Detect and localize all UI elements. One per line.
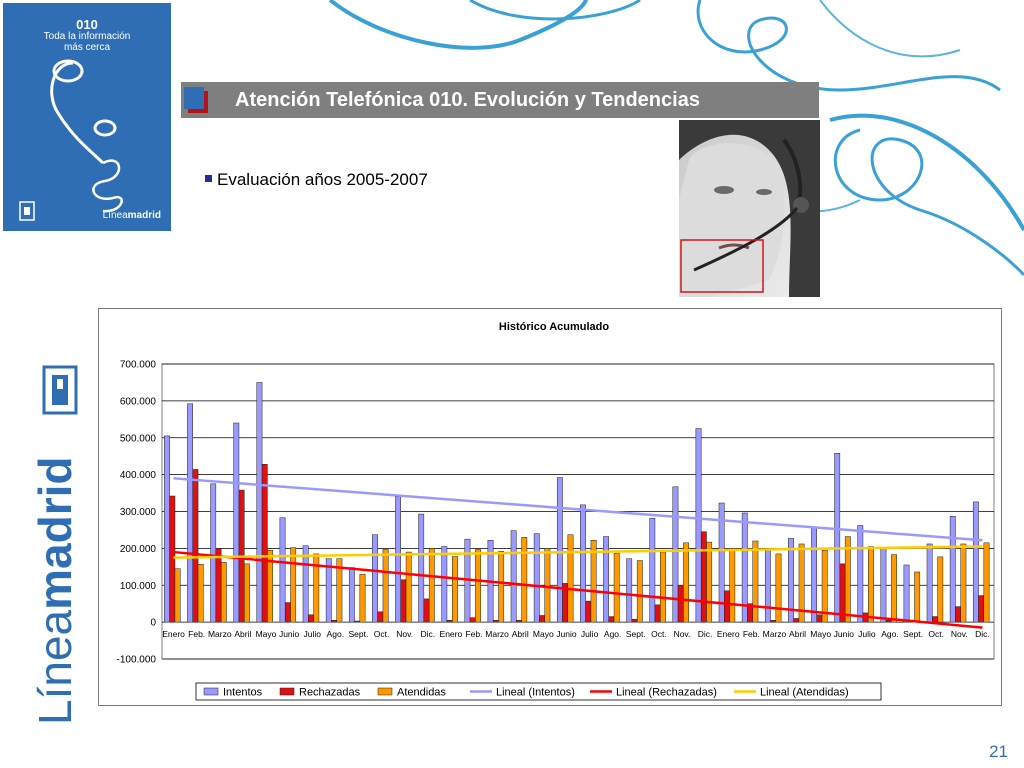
bar-rechazadas — [609, 617, 614, 623]
x-tick-label: Abril — [511, 629, 529, 640]
x-tick-label: Sept. — [348, 629, 369, 640]
bar-rechazadas — [886, 620, 891, 622]
bar-intentos — [765, 550, 770, 622]
bar-intentos — [257, 382, 262, 622]
side-brand — [29, 456, 81, 726]
telephone-cord-icon — [33, 53, 133, 213]
bar-intentos — [696, 429, 701, 623]
bars-layer — [164, 382, 989, 622]
bar-atendidas — [383, 549, 388, 622]
x-tick-label: Junio — [833, 629, 854, 640]
y-tick-label: 300.000 — [119, 507, 156, 518]
x-tick-label: Julio — [858, 629, 876, 640]
bar-intentos — [627, 559, 632, 622]
bar-atendidas — [891, 555, 896, 622]
bar-intentos — [303, 546, 308, 622]
chart-frame — [98, 308, 1002, 706]
x-tick-label: Ago. — [603, 629, 622, 640]
bullet-text: Evaluación años 2005-2007 — [217, 170, 428, 189]
x-tick-label: Julio — [303, 629, 321, 640]
x-tick-label: Feb. — [742, 629, 760, 640]
bar-rechazadas — [771, 620, 776, 622]
bar-intentos — [904, 565, 909, 622]
bar-atendidas — [499, 551, 504, 622]
legend-swatch — [378, 688, 392, 695]
legend-label: Lineal (Atendidas) — [760, 686, 849, 699]
operator-photo — [679, 120, 820, 297]
bar-atendidas — [545, 548, 550, 622]
x-tick-label: Ago. — [881, 629, 899, 640]
bullet-item — [205, 170, 428, 190]
x-tick-label: Abril — [234, 629, 252, 640]
bar-rechazadas — [331, 620, 336, 622]
bar-atendidas — [360, 574, 365, 622]
bar-intentos — [164, 436, 169, 622]
x-tick-label: Dic. — [420, 629, 436, 640]
bar-intentos — [811, 527, 816, 622]
x-tick-label: Junio — [556, 629, 577, 640]
x-tick-label: Mayo — [255, 629, 277, 640]
x-tick-label: Enero — [716, 629, 740, 640]
bar-intentos — [326, 559, 331, 622]
y-tick-label: 700.000 — [119, 359, 156, 371]
card-tagline-line-1: Toda la información — [43, 31, 131, 42]
bar-atendidas — [429, 548, 434, 622]
y-tick-label: 500.000 — [119, 433, 156, 445]
x-tick-label: Mayo — [810, 629, 832, 640]
x-tick-label: Nov. — [396, 629, 414, 640]
bar-atendidas — [568, 535, 573, 622]
y-tick-label: 200.000 — [119, 543, 156, 555]
page-title: Atención Telefónica 010. Evolución y Tendencias — [235, 89, 700, 111]
bar-rechazadas — [216, 548, 221, 622]
x-tick-label: Feb. — [465, 629, 483, 640]
title-square — [184, 87, 204, 109]
title-bar — [181, 82, 819, 118]
bar-atendidas — [522, 537, 527, 622]
x-tick-label: Dic. — [697, 629, 713, 640]
y-tick-label: -100.000 — [116, 654, 156, 666]
bar-atendidas — [221, 562, 226, 622]
bar-intentos — [603, 537, 608, 623]
bar-atendidas — [683, 543, 688, 622]
bar-rechazadas — [516, 620, 521, 622]
x-tick-label: Junio — [278, 629, 300, 640]
x-tick-label: Feb. — [188, 629, 206, 640]
x-tick-label: Dic. — [975, 629, 990, 640]
legend-label: Intentos — [223, 686, 263, 699]
bar-rechazadas — [470, 618, 475, 622]
legend — [196, 683, 881, 700]
bar-rechazadas — [724, 591, 729, 622]
card-brand-bold: madrid — [127, 210, 161, 221]
bar-rechazadas — [401, 580, 406, 622]
x-tick-label: Nov. — [673, 629, 691, 640]
bar-rechazadas — [655, 605, 660, 622]
legend-label: Lineal (Rechazadas) — [616, 686, 717, 699]
historico-chart — [99, 309, 1001, 705]
x-tick-label: Oct. — [928, 629, 945, 640]
x-tick-label: Marzo — [485, 629, 509, 640]
bar-rechazadas — [586, 601, 591, 622]
bar-intentos — [534, 534, 539, 623]
trendline-1 — [174, 478, 983, 540]
bar-rechazadas — [817, 615, 822, 622]
card-tagline — [3, 31, 171, 53]
madrid-crest-icon — [19, 201, 35, 221]
legend-label: Lineal (Intentos) — [496, 686, 575, 699]
bar-intentos — [234, 423, 239, 622]
bar-intentos — [973, 502, 978, 622]
bar-rechazadas — [678, 585, 683, 622]
bar-rechazadas — [424, 599, 429, 622]
legend-label: Rechazadas — [299, 686, 361, 699]
y-tick-label: 600.000 — [119, 396, 156, 408]
x-tick-label: Enero — [162, 629, 185, 640]
side-brand-light: Línea — [29, 609, 81, 725]
bar-intentos — [372, 535, 377, 622]
bar-intentos — [835, 453, 840, 622]
bar-intentos — [280, 518, 285, 622]
bar-atendidas — [637, 561, 642, 623]
bar-rechazadas — [701, 532, 706, 622]
bar-atendidas — [406, 552, 411, 622]
bar-intentos — [511, 531, 516, 622]
bar-rechazadas — [378, 612, 383, 622]
bar-intentos — [650, 518, 655, 622]
x-tick-label: Marzo — [207, 629, 232, 640]
x-tick-label: Julio — [580, 629, 599, 640]
bar-intentos — [442, 547, 447, 623]
promo-card — [3, 3, 171, 231]
bar-rechazadas — [262, 464, 267, 622]
x-tick-label: Marzo — [762, 629, 787, 640]
y-tick-label: 100.000 — [119, 580, 156, 592]
bullet-square-icon — [205, 175, 212, 182]
bar-atendidas — [198, 564, 203, 622]
y-tick-label: 0 — [150, 617, 156, 629]
bar-rechazadas — [979, 596, 984, 623]
x-tick-label: Oct. — [373, 629, 390, 640]
bar-atendidas — [730, 548, 735, 622]
card-brand-light: Línea — [102, 210, 128, 221]
bar-atendidas — [776, 554, 781, 622]
bar-rechazadas — [932, 617, 937, 623]
card-tagline-line-2: más cerca — [63, 42, 111, 53]
bar-intentos — [858, 526, 863, 623]
chart-title: Histórico Acumulado — [498, 321, 610, 333]
legend-swatch — [204, 688, 218, 695]
bar-atendidas — [244, 564, 249, 622]
bar-rechazadas — [170, 496, 175, 622]
y-tick-label: 400.000 — [119, 470, 156, 482]
bar-atendidas — [175, 569, 180, 622]
legend-label: Atendidas — [397, 686, 446, 699]
bar-atendidas — [984, 543, 989, 622]
bar-atendidas — [475, 549, 480, 622]
x-tick-label: Oct. — [651, 629, 667, 640]
bar-rechazadas — [794, 618, 799, 622]
x-tick-label: Mayo — [532, 629, 554, 640]
bar-intentos — [580, 505, 585, 622]
bar-intentos — [557, 478, 562, 623]
x-tick-label: Ago. — [326, 629, 345, 640]
x-tick-label: Nov. — [950, 629, 968, 640]
bar-rechazadas — [955, 607, 960, 622]
bar-atendidas — [753, 541, 758, 622]
bar-rechazadas — [355, 621, 360, 622]
bar-rechazadas — [447, 620, 452, 622]
bar-atendidas — [707, 542, 712, 622]
bar-intentos — [927, 544, 932, 622]
bar-intentos — [187, 404, 192, 622]
bar-rechazadas — [193, 469, 198, 622]
card-code: 010 — [76, 17, 98, 32]
bar-atendidas — [938, 557, 943, 622]
bar-rechazadas — [493, 620, 498, 622]
bar-atendidas — [660, 552, 665, 622]
bar-atendidas — [822, 550, 827, 622]
x-tick-label: Sept. — [903, 629, 924, 640]
x-tick-label: Abril — [789, 629, 807, 640]
bar-intentos — [419, 514, 424, 622]
card-brand — [103, 210, 161, 221]
bar-rechazadas — [285, 603, 290, 623]
bar-intentos — [211, 484, 216, 622]
bar-intentos — [950, 516, 955, 622]
bar-intentos — [881, 548, 886, 622]
bar-rechazadas — [632, 619, 637, 622]
bar-atendidas — [452, 556, 457, 622]
x-tick-label: Enero — [439, 629, 463, 640]
bar-atendidas — [614, 553, 619, 622]
x-tick-label: Sept. — [625, 629, 646, 640]
side-brand-bold: madrid — [29, 456, 81, 610]
bar-intentos — [673, 487, 678, 622]
bar-intentos — [395, 497, 400, 622]
bar-atendidas — [915, 572, 920, 622]
legend-swatch — [280, 688, 294, 695]
page-number: 21 — [989, 742, 1008, 761]
bar-rechazadas — [539, 615, 544, 622]
bar-rechazadas — [308, 615, 313, 622]
bar-intentos — [349, 568, 354, 623]
bar-atendidas — [961, 544, 966, 622]
bar-atendidas — [868, 547, 873, 623]
side-madrid-crest-icon — [42, 365, 78, 415]
bar-atendidas — [291, 548, 296, 622]
